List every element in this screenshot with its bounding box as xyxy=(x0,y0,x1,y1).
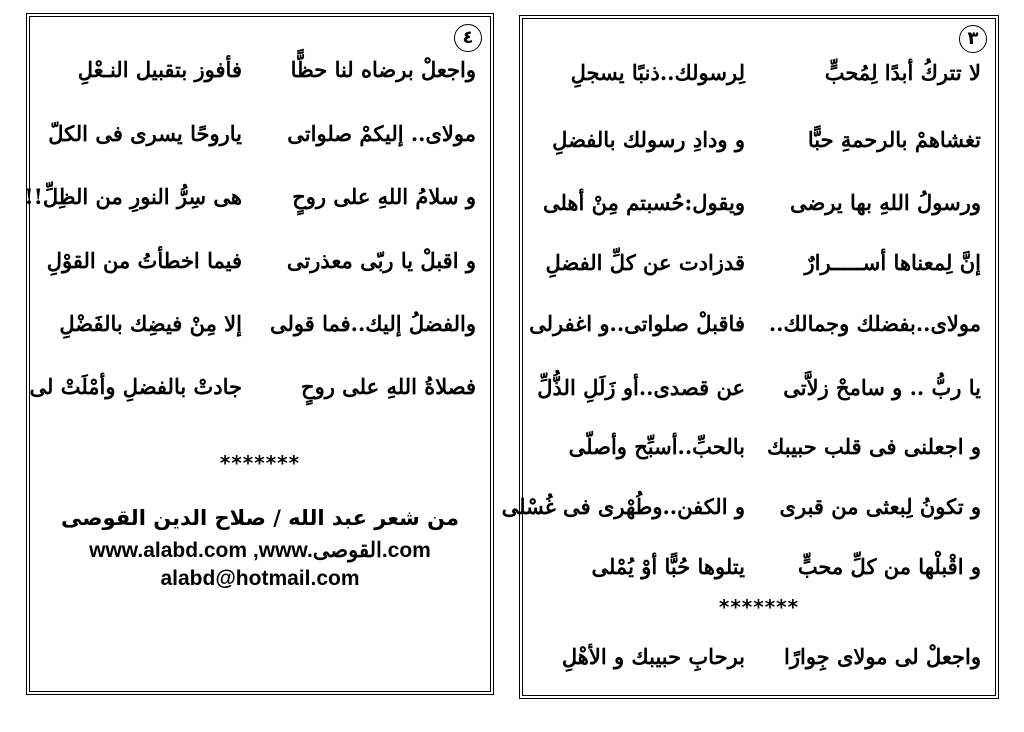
verse-second-hemistich: فيما اخطأتُ من القوْلِ xyxy=(46,248,242,273)
verse-first-hemistich: تغشاهمْ بالرحمةِ حبًّا xyxy=(807,127,981,152)
verse-line xyxy=(30,241,490,281)
verse-second-hemistich: فأفوز بتقبيل النـعْلِ xyxy=(77,57,242,82)
verse-first-hemistich: و اقبلْ يا ربّى معذرتى xyxy=(286,248,476,273)
page-three xyxy=(501,18,996,696)
verse-second-hemistich: فاقبلْ صلواتى..و اغفرلى xyxy=(529,311,745,336)
verse-first-hemistich: واجعلْ لى مولاى جِوارًا xyxy=(784,644,981,669)
verse-line xyxy=(30,367,490,407)
verse-second-hemistich: يتلوها حُبًّا أوْ يُمْلى xyxy=(591,554,745,579)
verse-second-hemistich: ياروحًا يسرى فى الكلّ xyxy=(48,121,242,146)
final-verse-line xyxy=(523,637,995,677)
verse-first-hemistich: واجعلْ برضاه لنا حظًّا xyxy=(290,57,476,82)
verse-second-hemistich: و الكفن..وطُهْرى فى غُسْلى xyxy=(501,494,745,519)
verse-line xyxy=(523,368,995,408)
verse-second-hemistich: و ودادِ رسولك بالفضلِ xyxy=(552,127,745,152)
verse-second-hemistich: ويقول:حُسبتم مِنْ أهلى xyxy=(542,190,745,215)
verse-first-hemistich: و اجعلنى فى قلب حبيبك xyxy=(767,434,981,459)
verse-line xyxy=(523,120,995,160)
verse-line xyxy=(523,183,995,223)
author-credit: من شعر عبد الله / صلاح الدين القوصى xyxy=(60,506,460,530)
page-four xyxy=(24,16,491,692)
email-address: alabd@hotmail.com xyxy=(160,567,360,590)
verse-first-hemistich: يا ربُّ .. و سامحْ زلاَّتى xyxy=(783,375,981,400)
verse-first-hemistich: ورسولُ اللهِ بها يرضى xyxy=(789,190,981,215)
website-links: www.alabd.com ,www.القوصى.com xyxy=(89,539,431,562)
verse-line xyxy=(30,114,490,154)
verse-second-hemistich: لِرسولك..ذنبًا يسجلِ xyxy=(570,60,745,85)
verse-first-hemistich: و تكونُ لِبعثى من قبرى xyxy=(779,494,981,519)
verse-first-hemistich: والفضلُ إليك..فما قولى xyxy=(270,311,476,336)
verse-second-hemistich: هى سِرُّ النورِ من الظِلِّ!! xyxy=(24,184,242,209)
separator-stars: ******* xyxy=(718,595,800,619)
verse-line xyxy=(30,50,490,90)
verse-second-hemistich: قدزادت عن كلِّ الفضلِ xyxy=(545,250,745,275)
verse-first-hemistich: فصلاةُ اللهِ على روحٍ xyxy=(301,374,476,399)
verse-first-hemistich: مولاى..بفضلك وجمالك.. xyxy=(768,311,981,336)
verse-line xyxy=(523,547,995,587)
verse-line xyxy=(24,177,490,217)
verse-line xyxy=(523,304,995,344)
verse-first-hemistich: إنَّ لِمعناها أســـــرارٌ xyxy=(804,250,981,275)
separator-stars: ******* xyxy=(219,451,301,475)
page-number: ٣ xyxy=(959,25,987,53)
verse-first-hemistich: و اقْبلْها من كلِّ محبٍّ xyxy=(797,554,981,579)
verse-second-hemistich: إلا مِنْ فيضِك بالفَضْلِ xyxy=(59,311,242,336)
verse-line xyxy=(523,427,995,467)
verse-first-hemistich: لا تتركُ أبدًا لِمُحبٍّ xyxy=(824,60,981,85)
page-number: ٤ xyxy=(454,24,482,52)
verse-second-hemistich: بالحبِّ..أسبِّح وأصلّى xyxy=(568,434,745,459)
verse-line xyxy=(523,53,995,93)
verse-line xyxy=(523,243,995,283)
verse-second-hemistich: برحابِ حبيبك و الأهْلِ xyxy=(561,644,745,669)
verse-first-hemistich: و سلامُ اللهِ على روحٍ xyxy=(292,184,476,209)
verse-line xyxy=(501,487,995,527)
verse-second-hemistich: جادتْ بالفضلِ وأمْلَتْ لى xyxy=(29,374,242,399)
verse-second-hemistich: عن قصدى..أو زَلَلِ الذُّلِّ xyxy=(537,375,745,400)
verse-first-hemistich: مولاى.. إليكمْ صلواتى xyxy=(287,121,476,146)
verse-line xyxy=(30,304,490,344)
